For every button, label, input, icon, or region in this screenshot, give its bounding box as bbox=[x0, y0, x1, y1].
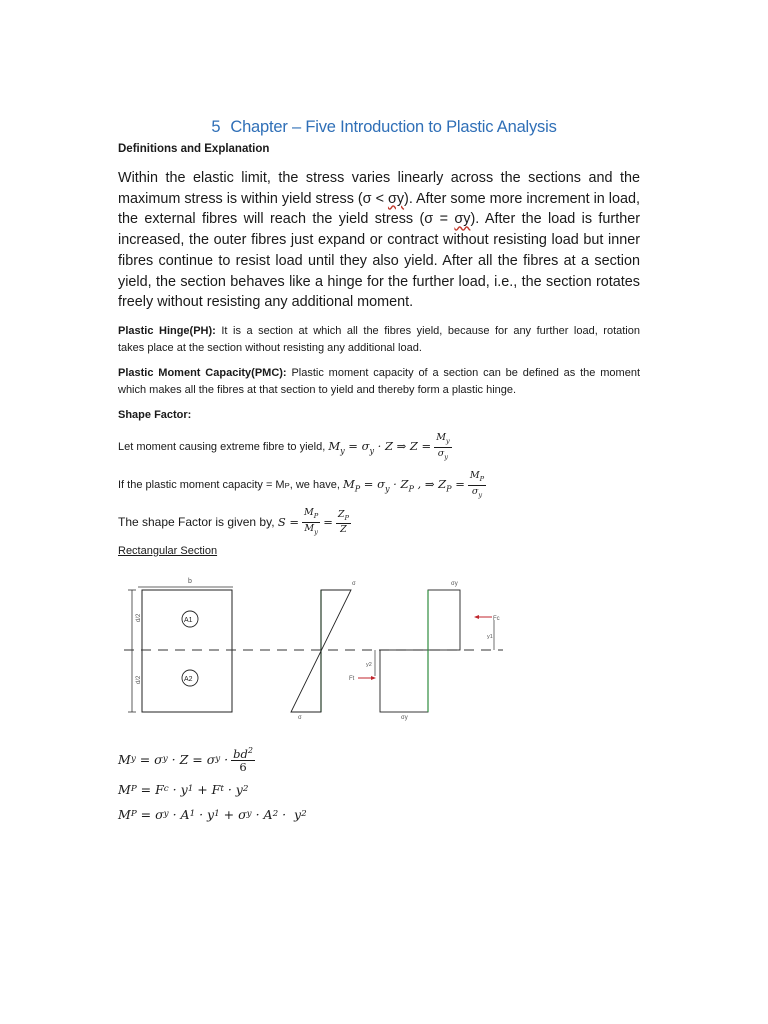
pmc-text: Plastic moment capacity of a section can be defined as the moment bbox=[291, 367, 640, 379]
pmc-term: Plastic Moment Capacity(PMC): bbox=[118, 367, 287, 379]
lever-arm-y1-label: y1 bbox=[487, 634, 493, 640]
plastic-moment-equation: If the plastic moment capacity = M P , we have, $M_P = \sigma_y \cdot Z_P$ , ⇒ $Z_P$ = $\frac{M_P}{\sigma_y}$ bbox=[118, 469, 485, 499]
intro-line: fibres continue to resist load until they also yield. After all the fibres at a section bbox=[118, 252, 640, 269]
intro-line: maximum stress is within yield stress (σ < σy). After some more increment in load, bbox=[118, 190, 640, 207]
half-depth-bottom-label: d/2 bbox=[136, 675, 142, 684]
chapter-number: 5 bbox=[211, 118, 221, 136]
intro-line: Within the elastic limit, the stress varies linearly across the sections and the bbox=[118, 170, 640, 186]
intro-paragraph bbox=[118, 168, 640, 313]
elastic-sigma-top: σ bbox=[352, 581, 356, 587]
definitions-subheading: Definitions and Explanation bbox=[118, 143, 270, 155]
lever-arm-y2-label: y2 bbox=[366, 662, 372, 668]
plastic-compression-block bbox=[428, 590, 460, 650]
plastic-sigma-y-bottom: σy bbox=[401, 715, 408, 721]
compression-force-label: Fc bbox=[493, 616, 500, 622]
plastic-hinge-text-2: takes place at the section without resisting any additional load. bbox=[118, 341, 422, 354]
plastic-moment-tail: , we have, bbox=[289, 479, 340, 491]
tension-force-label: Ft bbox=[349, 676, 355, 682]
plastic-moment-area-formula: M P = σ y · A 1 · y 1 + σ y · A 2 · y 2 bbox=[118, 806, 307, 822]
intro-line: increased, the outer fibres just expand or contract without resisting load but inner bbox=[118, 232, 640, 249]
plastic-moment-text: If the plastic moment capacity = M bbox=[118, 479, 285, 491]
yield-moment-text: Let moment causing extreme fibre to yield, bbox=[118, 441, 326, 453]
plastic-hinge-text: It is a section at which all the fibres yield, because for any further load, rotation bbox=[221, 325, 640, 337]
shape-factor-label: Shape Factor: bbox=[118, 409, 192, 421]
rectangular-section-label: Rectangular Section bbox=[118, 545, 218, 557]
intro-line: the external fibres will reach the yield stress (σ = σy). After the load is further bbox=[118, 211, 640, 228]
half-depth-top-label: d/2 bbox=[136, 613, 142, 622]
shape-factor-equation: The shape Factor is given by, S = $\frac{M_P}{M_y}$ = $\frac{Z_P}{Z}$ bbox=[118, 506, 349, 536]
intro-line: yield, the section behaves like a hinge for the further load, i.e., the section rotates bbox=[118, 273, 640, 290]
pmc-definition bbox=[118, 365, 640, 398]
plastic-moment-sub: P bbox=[284, 480, 290, 490]
area-a1-label: A1 bbox=[184, 617, 193, 624]
pmc-text-2: which makes all the fibres at that section to yield and thereby form a plastic hinge. bbox=[118, 383, 517, 396]
yield-moment-equation: Let moment causing extreme fibre to yield, $M_y = \sigma_y \cdot Z$ ⇒ Z = $\frac{M_y}{\sigma_y}$ bbox=[118, 431, 450, 461]
elastic-stress-triangles bbox=[291, 590, 351, 712]
plastic-tension-block bbox=[380, 650, 428, 712]
plastic-moment-force-formula: M P = F c · y 1 + F t · y 2 bbox=[118, 781, 249, 797]
plastic-sigma-y-top: σy bbox=[451, 581, 458, 587]
shape-factor-text: The shape Factor is given by, bbox=[118, 515, 275, 529]
yield-moment-formula: M y = σ y · Z = σ y · $\frac{bd^2}{6}$ bbox=[118, 745, 253, 775]
plastic-hinge-definition bbox=[118, 323, 640, 356]
chapter-title: Chapter – Five Introduction to Plastic Analysis bbox=[230, 118, 557, 136]
area-a2-label: A2 bbox=[184, 676, 193, 683]
plastic-hinge-term: Plastic Hinge(PH): bbox=[118, 325, 216, 337]
stress-distribution-diagram bbox=[118, 570, 518, 730]
intro-line: freely without resisting any additional moment. bbox=[118, 294, 414, 311]
width-label: b bbox=[188, 578, 192, 585]
chapter-heading bbox=[0, 118, 768, 137]
cross-section-rectangle bbox=[142, 590, 232, 712]
elastic-sigma-bottom: σ bbox=[298, 715, 302, 721]
